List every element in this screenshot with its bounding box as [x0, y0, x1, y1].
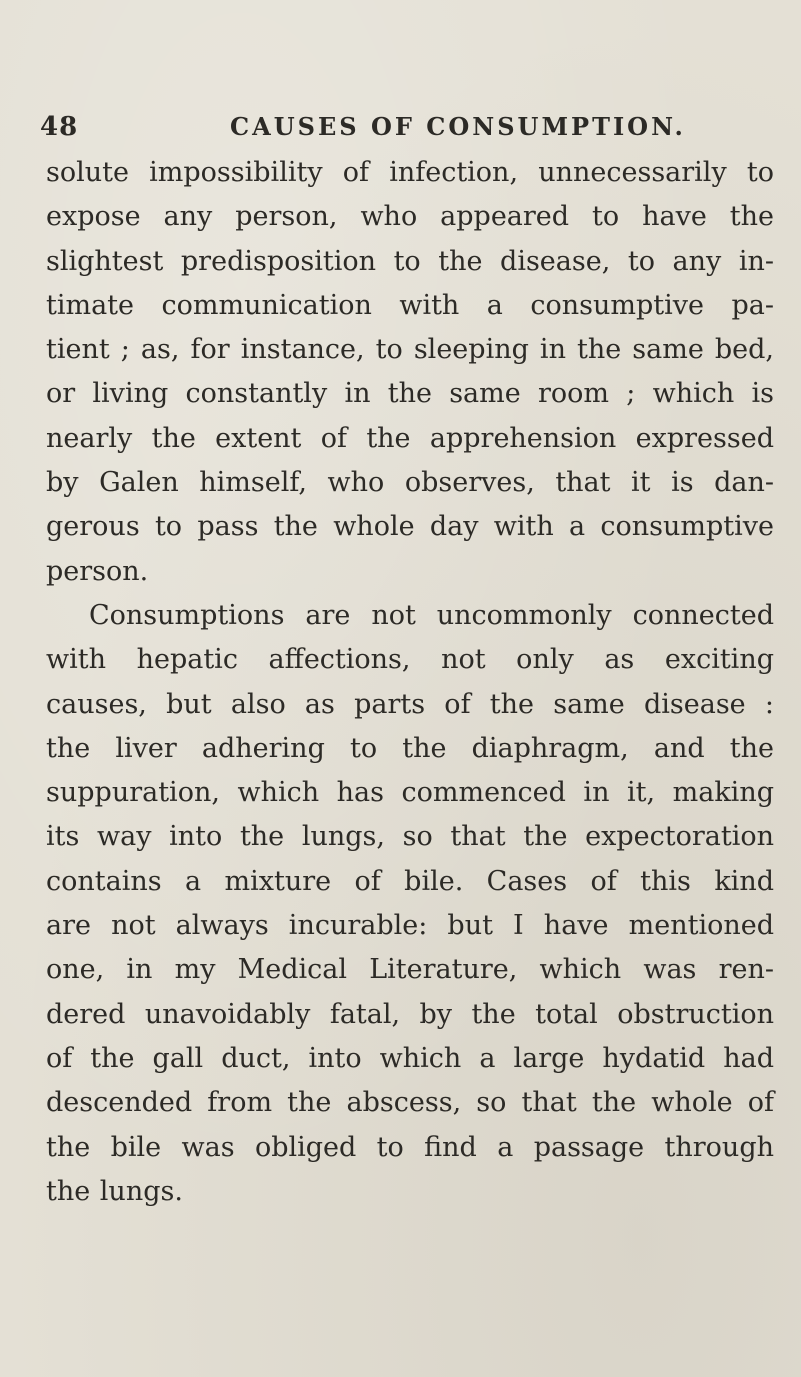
paragraph-start-line: Consumptions are not uncommonly connected	[89, 599, 774, 631]
text-line: the bile was obliged to find a passage through	[46, 1131, 774, 1163]
text-line: one, in my Medical Literature, which was ren-	[46, 954, 774, 986]
text-line: suppuration, which has commenced in it, making	[46, 777, 774, 809]
paragraph-end-line: the lungs.	[46, 1175, 183, 1207]
text-line: or living constantly in the same room ; which is	[46, 378, 774, 410]
text-line: its way into the lungs, so that the expectoration	[46, 821, 774, 853]
text-line: timate communication with a consumptive pa-	[46, 289, 774, 321]
text-line: causes, but also as parts of the same disease :	[46, 688, 774, 720]
text-line: expose any person, who appeared to have the	[46, 201, 774, 233]
paragraph-end-line: person.	[46, 555, 149, 587]
text-line: gerous to pass the whole day with a consumptive	[46, 511, 774, 543]
text-line: slightest predisposition to the disease, to any in-	[46, 245, 774, 277]
text-line: of the gall duct, into which a large hydatid had	[46, 1042, 774, 1074]
text-line: tient ; as, for instance, to sleeping in the same bed,	[46, 334, 774, 366]
text-line: descended from the abscess, so that the whole of	[46, 1087, 774, 1119]
body-text	[46, 151, 774, 1214]
text-line: are not always incurable: but I have mentioned	[46, 910, 774, 942]
text-line: nearly the extent of the apprehension expressed	[46, 422, 774, 454]
text-line: by Galen himself, who observes, that it is dan-	[46, 467, 774, 499]
text-line: dered unavoidably fatal, by the total obstruction	[46, 998, 774, 1030]
text-line: contains a mixture of bile. Cases of this kind	[46, 865, 774, 897]
text-line: with hepatic affections, not only as exciting	[46, 644, 774, 676]
running-head	[40, 108, 760, 148]
running-title: CAUSES OF CONSUMPTION.	[230, 112, 686, 141]
page-number: 48	[40, 112, 79, 142]
text-line: solute impossibility of infection, unnecessarily to	[46, 157, 774, 188]
text-line: the liver adhering to the diaphragm, and the	[46, 732, 774, 764]
